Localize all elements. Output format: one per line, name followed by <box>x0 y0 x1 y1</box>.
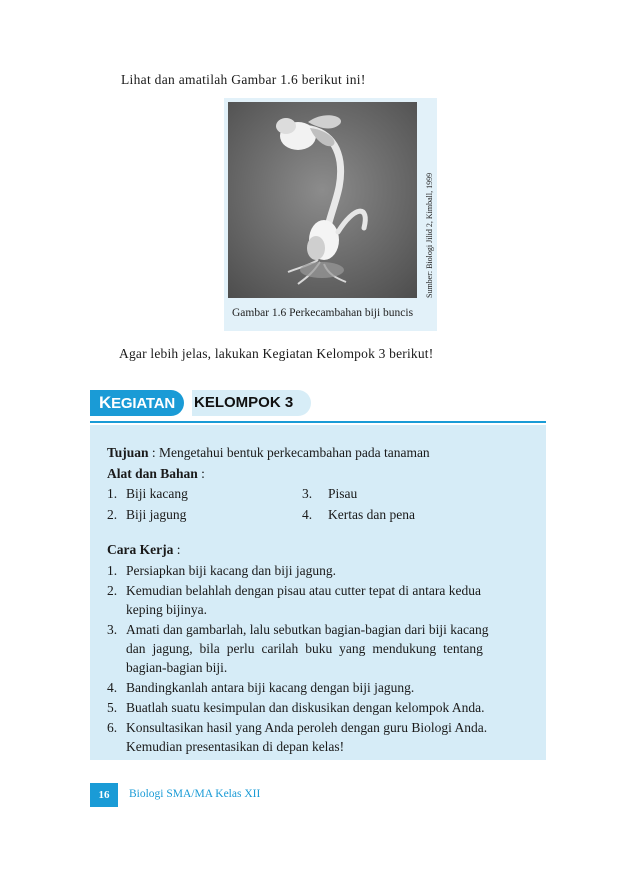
cara-colon: : <box>173 542 181 557</box>
page-number: 16 <box>90 783 118 807</box>
step-number: 6. <box>107 720 118 735</box>
step-text: bagian-bagian biji. <box>126 660 228 675</box>
material-item: 2. <box>107 507 118 522</box>
intro-text: Lihat dan amatilah Gambar 1.6 berikut ini! <box>121 72 366 87</box>
alat-colon: : <box>197 466 205 481</box>
activity-badge: KEGIATAN <box>90 390 184 416</box>
tujuan-text: : Mengetahui bentuk perkecambahan pada tanaman <box>148 445 430 460</box>
seedling-photo <box>228 102 417 298</box>
step-text: Bandingkanlah antara biji kacang dengan biji jagung. <box>126 680 415 695</box>
step-number: 5. <box>107 700 118 715</box>
material-text: Pisau <box>328 486 358 501</box>
book-title: Biologi SMA/MA Kelas XII <box>129 788 261 800</box>
step-text: Amati dan gambarlah, lalu sebutkan bagian-bagian dari biji kacang <box>126 622 489 637</box>
step-text: Buatlah suatu kesimpulan dan diskusikan dengan kelompok Anda. <box>126 700 485 715</box>
lead-text: Agar lebih jelas, lakukan Kegiatan Kelompok 3 berikut! <box>119 346 434 361</box>
step-text: Konsultasikan hasil yang Anda peroleh dengan guru Biologi Anda. <box>126 720 488 735</box>
activity-panel <box>90 425 546 760</box>
step-text: Persiapkan biji kacang dan biji jagung. <box>126 563 336 578</box>
tujuan-row <box>107 445 430 461</box>
step-number: 3. <box>107 622 118 637</box>
step-number: 2. <box>107 583 118 598</box>
activity-title: KELOMPOK 3 <box>192 390 311 416</box>
material-text: Biji kacang <box>126 486 188 501</box>
step-text: dan jagung, bila perlu carilah buku yang mendukung tentang <box>126 641 483 656</box>
cara-label: Cara Kerja <box>107 542 174 557</box>
step-text: Kemudian belahlah dengan pisau atau cutter tepat di antara kedua <box>126 583 481 598</box>
cara-row <box>107 542 181 558</box>
material-text: Biji jagung <box>126 507 187 522</box>
step-text: Kemudian presentasikan di depan kelas! <box>126 739 345 754</box>
step-text: keping bijinya. <box>126 602 207 617</box>
material-text: Kertas dan pena <box>328 507 415 522</box>
alat-row <box>107 466 205 482</box>
alat-label: Alat dan Bahan <box>107 466 198 481</box>
figure-caption: Gambar 1.6 Perkecambahan biji buncis <box>232 307 414 319</box>
step-number: 4. <box>107 680 118 695</box>
material-item: 1. <box>107 486 118 501</box>
material-item: 3. <box>302 486 313 501</box>
tujuan-label: Tujuan <box>107 445 149 460</box>
activity-header-rule <box>90 421 546 423</box>
material-item: 4. <box>302 507 313 522</box>
figure: Sumber: Biologi Jilid 2, Kimball, 1999 Gambar 1.6 Perkecambahan biji buncis <box>224 98 437 331</box>
step-number: 1. <box>107 563 118 578</box>
